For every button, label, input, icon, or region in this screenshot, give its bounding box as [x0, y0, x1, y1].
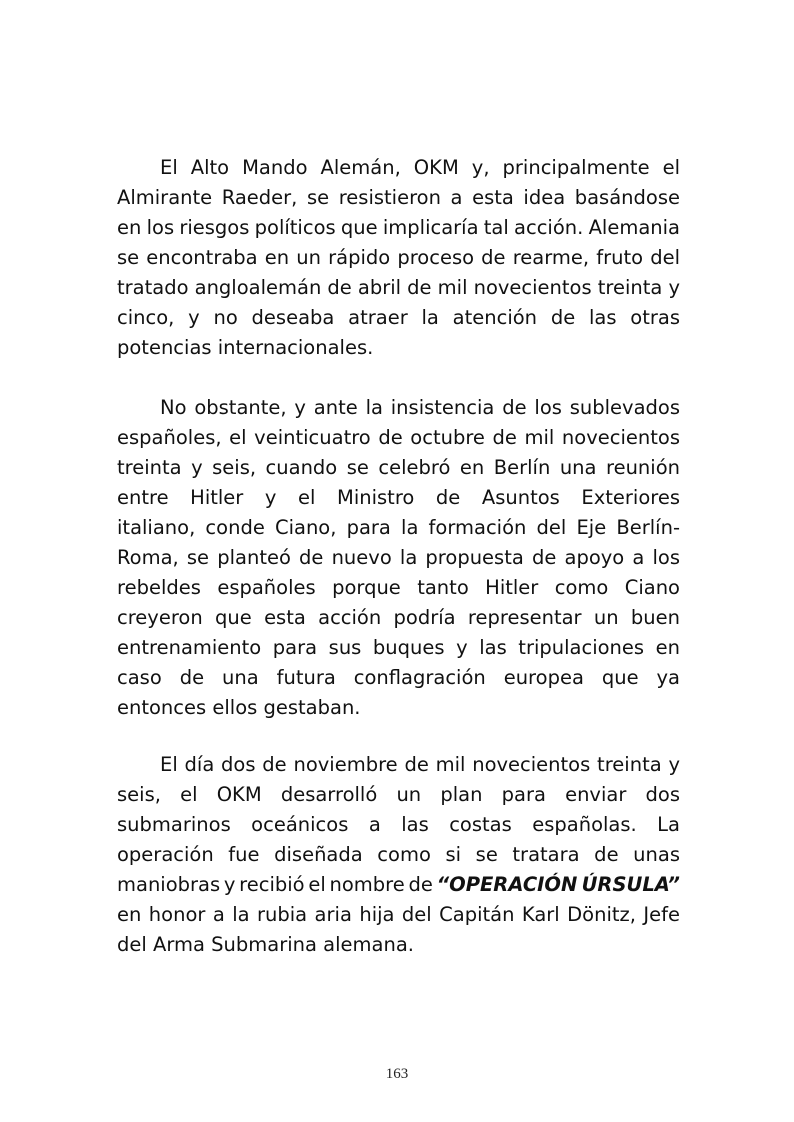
text-line: italiano, conde Ciano, para la formación del Eje Berlín-: [117, 516, 680, 539]
text-fragment: maniobras y recibió el nombre de: [117, 873, 437, 896]
text-line: treinta y seis, cuando se celebró en Berlín una reunión: [117, 456, 680, 479]
text-line: se encontraba en un rápido proceso de rearme, fruto del: [117, 246, 680, 269]
text-line: operación fue diseñada como si se tratara de unas: [117, 843, 680, 866]
paragraph-3: [117, 750, 680, 960]
text-line: en honor a la rubia aria hija del Capitán Karl Dönitz, Jefe: [117, 903, 680, 926]
text-line: El día dos de noviembre de mil novecientos treinta y: [160, 753, 680, 776]
paragraph-1: [117, 153, 680, 363]
text-line: en los riesgos políticos que implicaría tal acción. Alemania: [117, 216, 680, 239]
text-line: cinco, y no deseaba atraer la atención de las otras: [117, 306, 680, 329]
text-line: [117, 870, 680, 900]
text-line: creyeron que esta acción podría representar un buen: [117, 606, 680, 629]
text-line: entre Hitler y el Ministro de Asuntos Exteriores: [117, 486, 680, 509]
text-line: tratado angloalemán de abril de mil novecientos treinta y: [117, 276, 680, 299]
text-line: El Alto Mando Alemán, OKM y, principalmente el: [160, 156, 680, 179]
paragraph-2: [117, 393, 680, 723]
text-line: caso de una futura conflagración europea que ya: [117, 666, 680, 689]
text-line: No obstante, y ante la insistencia de los sublevados: [160, 396, 680, 419]
text-line: entonces ellos gestaban.: [117, 696, 361, 719]
page-number: 163: [385, 1066, 409, 1082]
text-line: entrenamiento para sus buques y las tripulaciones en: [117, 636, 680, 659]
text-line: del Arma Submarina alemana.: [117, 933, 414, 956]
text-line: Roma, se planteó de nuevo la propuesta de apoyo a los: [117, 546, 680, 569]
text-line: seis, el OKM desarrolló un plan para enviar dos: [117, 783, 680, 806]
operation-name-emphasis: “OPERACIÓN ÚRSULA”: [436, 873, 680, 896]
text-line: potencias internacionales.: [117, 336, 374, 359]
text-line: rebeldes españoles porque tanto Hitler como Ciano: [117, 576, 680, 599]
text-line: submarinos oceánicos a las costas españolas. La: [117, 813, 680, 836]
text-line: Almirante Raeder, se resistieron a esta idea basándose: [117, 186, 680, 209]
text-line: españoles, el veinticuatro de octubre de mil novecientos: [117, 426, 680, 449]
